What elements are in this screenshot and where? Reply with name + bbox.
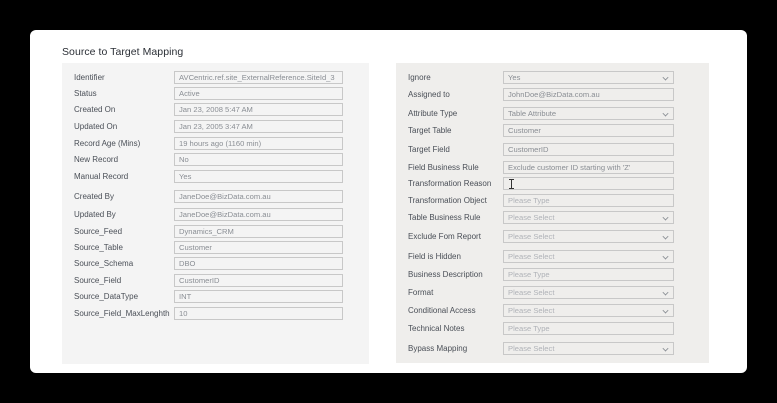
manual-record-field[interactable]: Yes — [174, 170, 343, 183]
row-source-schema — [62, 257, 369, 271]
identifier-field[interactable]: AVCentric.ref.site_ExternalReference.SiteId_3 — [174, 71, 343, 84]
updated-by-field[interactable]: JaneDoe@BizData.com.au — [174, 208, 343, 221]
source-field-maxlength-label: Source_Field_MaxLenghth — [74, 309, 170, 318]
ignore-label: Ignore — [408, 73, 431, 82]
row-field-business-rule — [396, 161, 709, 175]
target-table-label: Target Table — [408, 126, 452, 135]
field-is-hidden-placeholder: Please Select — [508, 252, 555, 261]
row-target-field — [396, 143, 709, 157]
row-format — [396, 286, 709, 300]
row-technical-notes — [396, 322, 709, 336]
new-record-field[interactable]: No — [174, 153, 343, 166]
attribute-type-label: Attribute Type — [408, 109, 458, 118]
ignore-select[interactable] — [503, 71, 674, 84]
status-field[interactable]: Active — [174, 87, 343, 100]
row-target-table — [396, 124, 709, 138]
format-placeholder: Please Select — [508, 288, 555, 297]
ignore-value: Yes — [508, 73, 521, 82]
bypass-mapping-select[interactable] — [503, 342, 674, 355]
row-record-age — [62, 137, 369, 151]
source-details-panel — [62, 63, 369, 364]
exclude-from-report-label: Exclude Fom Report — [408, 232, 481, 241]
attribute-type-select[interactable] — [503, 107, 674, 120]
row-attribute-type — [396, 107, 709, 121]
created-on-field[interactable]: Jan 23, 2008 5:47 AM — [174, 103, 343, 116]
field-business-rule-label: Field Business Rule — [408, 163, 479, 172]
chevron-down-icon — [662, 233, 668, 239]
chevron-down-icon — [662, 110, 668, 116]
row-assigned-to — [396, 88, 709, 102]
technical-notes-label: Technical Notes — [408, 324, 465, 333]
table-business-rule-placeholder: Please Select — [508, 213, 555, 222]
exclude-from-report-select[interactable] — [503, 230, 674, 243]
field-is-hidden-label: Field is Hidden — [408, 252, 461, 261]
conditional-access-label: Conditional Access — [408, 306, 476, 315]
source-field-maxlength-field[interactable]: 10 — [174, 307, 343, 320]
target-mapping-panel — [396, 63, 709, 363]
conditional-access-select[interactable] — [503, 304, 674, 317]
row-ignore — [396, 71, 709, 85]
new-record-label: New Record — [74, 155, 119, 164]
identifier-label: Identifier — [74, 73, 105, 82]
row-manual-record — [62, 170, 369, 184]
row-created-on — [62, 103, 369, 117]
source-field-field[interactable]: CustomerID — [174, 274, 343, 287]
row-status — [62, 87, 369, 101]
format-label: Format — [408, 288, 434, 297]
row-source-table — [62, 241, 369, 255]
field-business-rule-input[interactable]: Exclude customer ID starting with 'Z' — [503, 161, 674, 174]
assigned-to-label: Assigned to — [408, 90, 450, 99]
created-by-field[interactable]: JaneDoe@BizData.com.au — [174, 190, 343, 203]
bypass-mapping-placeholder: Please Select — [508, 344, 555, 353]
target-field-input[interactable]: CustomerID — [503, 143, 674, 156]
row-table-business-rule — [396, 211, 709, 225]
source-table-field[interactable]: Customer — [174, 241, 343, 254]
status-label: Status — [74, 89, 97, 98]
row-bypass-mapping — [396, 342, 709, 356]
row-exclude-from-report — [396, 230, 709, 244]
row-field-is-hidden — [396, 250, 709, 264]
source-schema-label: Source_Schema — [74, 259, 134, 268]
manual-record-label: Manual Record — [74, 172, 129, 181]
source-feed-label: Source_Feed — [74, 227, 123, 236]
source-schema-field[interactable]: DBO — [174, 257, 343, 270]
row-new-record — [62, 153, 369, 167]
row-transformation-object — [396, 194, 709, 208]
chevron-down-icon — [662, 214, 668, 220]
source-datatype-field[interactable]: INT — [174, 290, 343, 303]
chevron-down-icon — [662, 307, 668, 313]
conditional-access-placeholder: Please Select — [508, 306, 555, 315]
row-business-description — [396, 268, 709, 282]
transformation-object-label: Transformation Object — [408, 196, 487, 205]
exclude-from-report-placeholder: Please Select — [508, 232, 555, 241]
chevron-down-icon — [662, 74, 668, 80]
created-on-label: Created On — [74, 105, 116, 114]
source-field-label: Source_Field — [74, 276, 122, 285]
row-source-field — [62, 274, 369, 288]
chevron-down-icon — [662, 253, 668, 259]
table-business-rule-label: Table Business Rule — [408, 213, 481, 222]
chevron-down-icon — [662, 289, 668, 295]
bypass-mapping-label: Bypass Mapping — [408, 344, 468, 353]
source-feed-field[interactable]: Dynamics_CRM — [174, 225, 343, 238]
target-table-input[interactable]: Customer — [503, 124, 674, 137]
updated-on-label: Updated On — [74, 122, 118, 131]
record-age-field[interactable]: 19 hours ago (1160 min) — [174, 137, 343, 150]
row-source-datatype — [62, 290, 369, 304]
field-is-hidden-select[interactable] — [503, 250, 674, 263]
business-description-input[interactable]: Please Type — [503, 268, 674, 281]
updated-on-field[interactable]: Jan 23, 2005 3:47 AM — [174, 120, 343, 133]
row-updated-on — [62, 120, 369, 134]
page-title: Source to Target Mapping — [62, 46, 184, 58]
row-source-feed — [62, 225, 369, 239]
chevron-down-icon — [662, 345, 668, 351]
row-created-by — [62, 190, 369, 204]
transformation-reason-label: Transformation Reason — [408, 179, 492, 188]
row-source-field-maxlength — [62, 307, 369, 321]
format-select[interactable] — [503, 286, 674, 299]
attribute-type-value: Table Attribute — [508, 109, 557, 118]
row-identifier — [62, 71, 369, 85]
assigned-to-input[interactable]: JohnDoe@BizData.com.au — [503, 88, 674, 101]
transformation-reason-input[interactable] — [503, 177, 674, 190]
created-by-label: Created By — [74, 192, 115, 201]
mapping-card — [30, 30, 747, 373]
table-business-rule-select[interactable] — [503, 211, 674, 224]
target-field-label: Target Field — [408, 145, 450, 154]
source-datatype-label: Source_DataType — [74, 292, 139, 301]
record-age-label: Record Age (Mins) — [74, 139, 141, 148]
text-cursor-icon — [509, 179, 514, 189]
row-conditional-access — [396, 304, 709, 318]
row-transformation-reason — [396, 177, 709, 191]
transformation-object-input[interactable]: Please Type — [503, 194, 674, 207]
source-table-label: Source_Table — [74, 243, 123, 252]
business-description-label: Business Description — [408, 270, 483, 279]
row-updated-by — [62, 208, 369, 222]
updated-by-label: Updated By — [74, 210, 116, 219]
technical-notes-input[interactable]: Please Type — [503, 322, 674, 335]
